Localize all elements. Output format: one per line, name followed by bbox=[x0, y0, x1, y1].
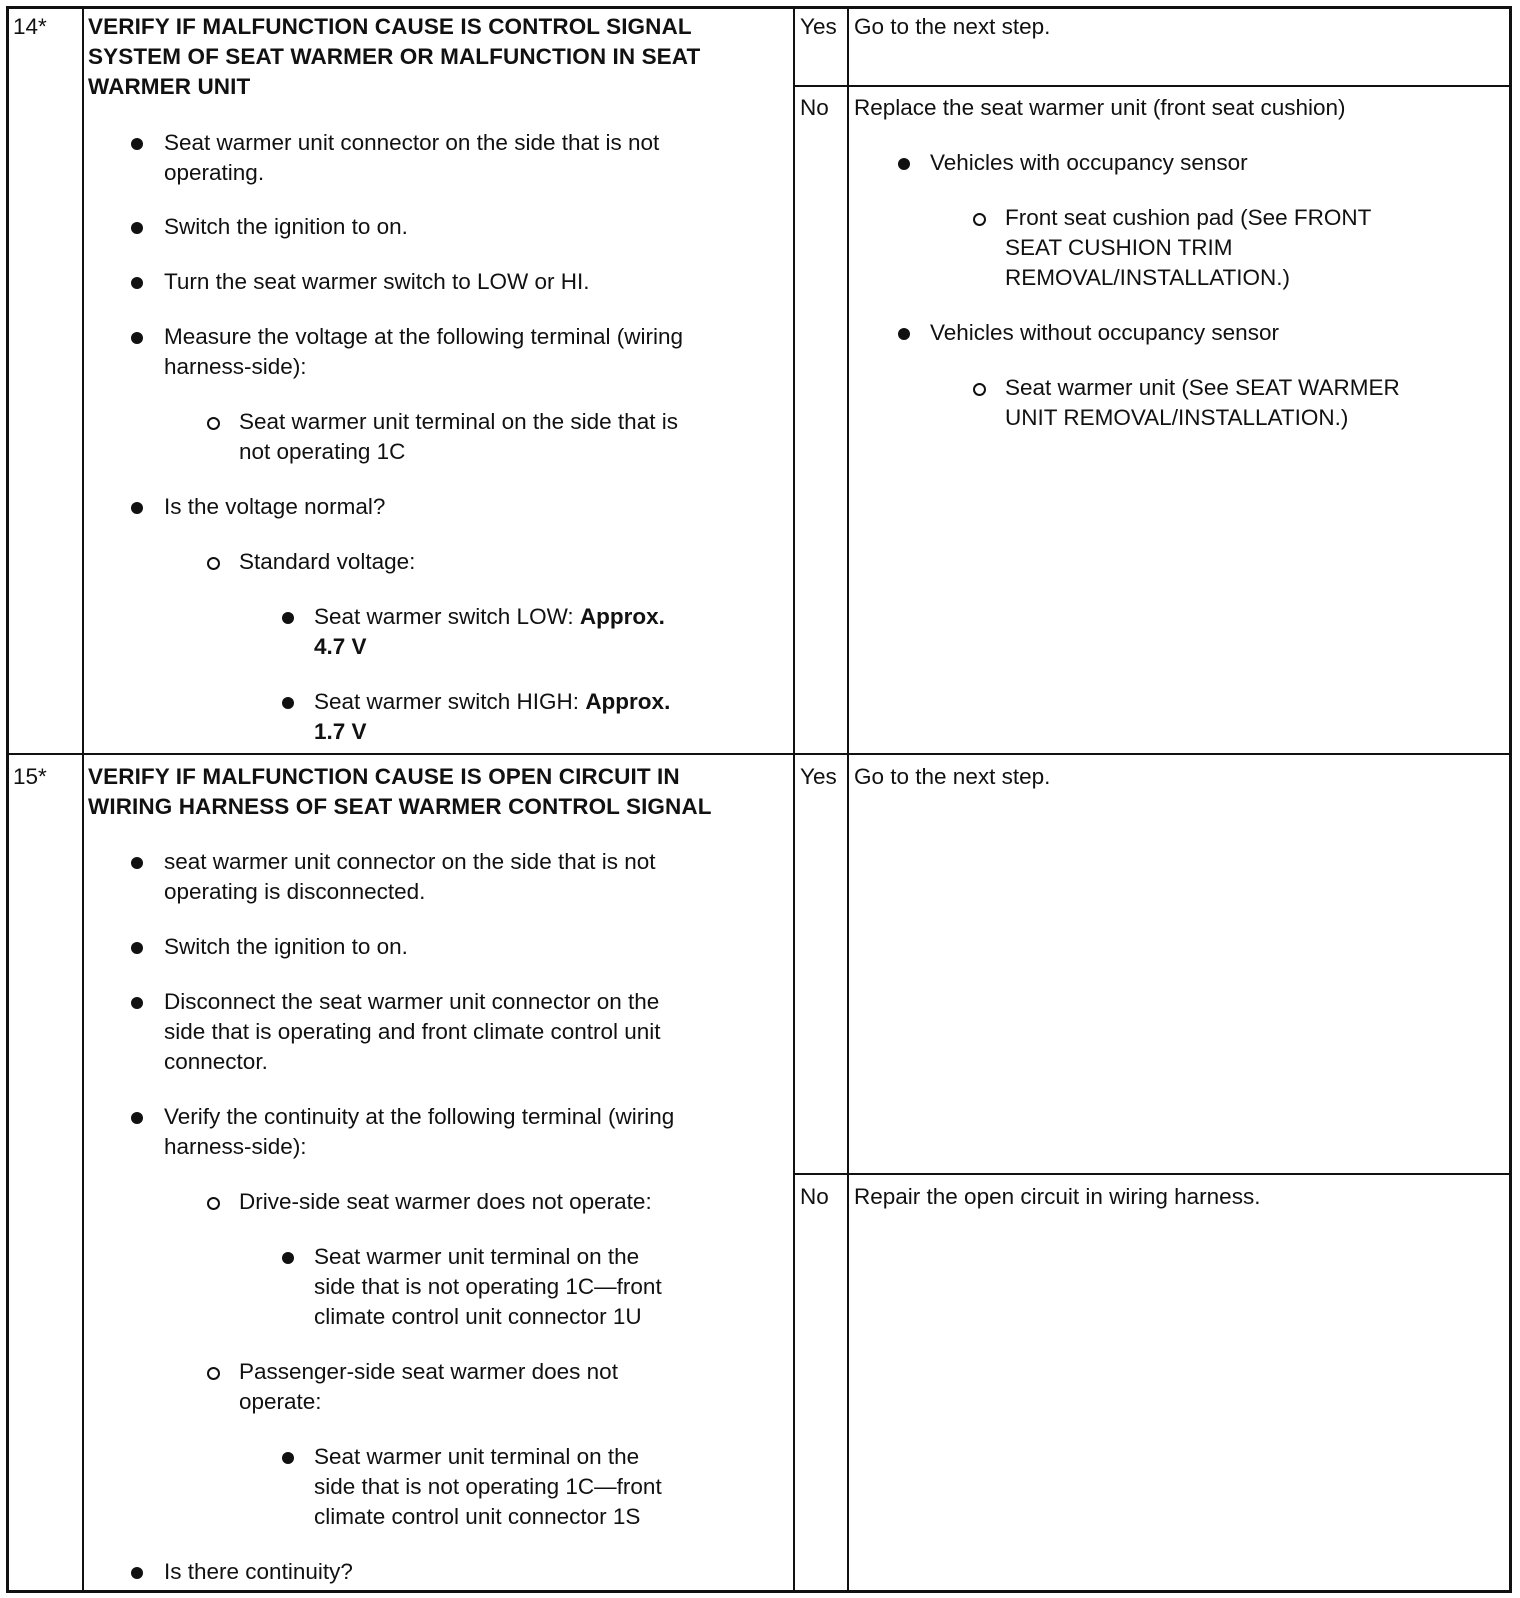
divider-yes-no-14 bbox=[793, 85, 1510, 87]
result-yes-label: Yes bbox=[800, 764, 837, 789]
instruction-text: Standard voltage: bbox=[239, 549, 416, 574]
instruction-text: side that is operating and front climate control unit bbox=[164, 1019, 661, 1044]
action-text: Replace the seat warmer unit (front seat cushion) bbox=[854, 95, 1346, 120]
bullet-icon bbox=[282, 612, 294, 624]
bullet-icon bbox=[282, 1452, 294, 1464]
row-divider bbox=[8, 753, 1510, 755]
action-text: Seat warmer unit (See SEAT WARMER bbox=[1005, 375, 1400, 400]
instruction-text: Is the voltage normal? bbox=[164, 494, 386, 519]
sub-bullet-icon bbox=[973, 383, 986, 396]
bullet-icon bbox=[131, 857, 143, 869]
column-divider-result bbox=[793, 8, 795, 1592]
spec-value: 1.7 V bbox=[314, 719, 367, 744]
action-text: SEAT CUSHION TRIM bbox=[1005, 235, 1233, 260]
action-text: Vehicles without occupancy sensor bbox=[930, 320, 1279, 345]
bullet-icon bbox=[131, 222, 143, 234]
bullet-icon bbox=[282, 1252, 294, 1264]
step-title-line: WARMER UNIT bbox=[88, 74, 251, 99]
spec-label: Seat warmer switch LOW: bbox=[314, 604, 580, 629]
instruction-text: Seat warmer unit terminal on the bbox=[314, 1244, 640, 1269]
sub-bullet-icon bbox=[207, 557, 220, 570]
result-yes-label: Yes bbox=[800, 14, 837, 39]
spec-value: 4.7 V bbox=[314, 634, 367, 659]
instruction-text: seat warmer unit connector on the side that is not bbox=[164, 849, 656, 874]
instruction-text: Is there continuity? bbox=[164, 1559, 353, 1584]
instruction-text: Verify the continuity at the following terminal (wiring bbox=[164, 1104, 675, 1129]
sub-bullet-icon bbox=[207, 1197, 220, 1210]
action-text: Front seat cushion pad (See FRONT bbox=[1005, 205, 1372, 230]
instruction-text: Drive-side seat warmer does not operate: bbox=[239, 1189, 652, 1214]
spec-line bbox=[314, 602, 665, 632]
instruction-text: Switch the ignition to on. bbox=[164, 214, 408, 239]
column-divider-action bbox=[847, 8, 849, 1592]
instruction-text: Seat warmer unit terminal on the bbox=[314, 1444, 640, 1469]
bullet-icon bbox=[131, 138, 143, 150]
instruction-text: not operating 1C bbox=[239, 439, 406, 464]
instruction-text: operate: bbox=[239, 1389, 322, 1414]
instruction-text: Disconnect the seat warmer unit connector on the bbox=[164, 989, 660, 1014]
instruction-text: harness-side): bbox=[164, 1134, 307, 1159]
step-title-line: VERIFY IF MALFUNCTION CAUSE IS OPEN CIRCUIT IN bbox=[88, 764, 680, 789]
bullet-icon bbox=[131, 332, 143, 344]
action-text: Go to the next step. bbox=[854, 764, 1051, 789]
instruction-text: Seat warmer unit connector on the side that is not bbox=[164, 130, 660, 155]
instruction-text: side that is not operating 1C—front bbox=[314, 1474, 662, 1499]
instruction-text: Seat warmer unit terminal on the side that is bbox=[239, 409, 678, 434]
sub-bullet-icon bbox=[973, 213, 986, 226]
instruction-text: Passenger-side seat warmer does not bbox=[239, 1359, 618, 1384]
step-title-line: VERIFY IF MALFUNCTION CAUSE IS CONTROL SIGNAL bbox=[88, 14, 692, 39]
bullet-icon bbox=[131, 997, 143, 1009]
instruction-text: connector. bbox=[164, 1049, 268, 1074]
step-title-line: SYSTEM OF SEAT WARMER OR MALFUNCTION IN SEAT bbox=[88, 44, 701, 69]
spec-value: Approx. bbox=[579, 604, 665, 629]
action-text: REMOVAL/INSTALLATION.) bbox=[1005, 265, 1291, 290]
action-text: UNIT REMOVAL/INSTALLATION.) bbox=[1005, 405, 1349, 430]
spec-value: Approx. bbox=[585, 689, 671, 714]
instruction-text: climate control unit connector 1U bbox=[314, 1304, 642, 1329]
sub-bullet-icon bbox=[207, 417, 220, 430]
action-text: Vehicles with occupancy sensor bbox=[930, 150, 1248, 175]
bullet-icon bbox=[898, 158, 910, 170]
instruction-text: Switch the ignition to on. bbox=[164, 934, 408, 959]
instruction-text: operating. bbox=[164, 160, 265, 185]
instruction-text: Measure the voltage at the following terminal (wiring bbox=[164, 324, 684, 349]
sub-bullet-icon bbox=[207, 1367, 220, 1380]
bullet-icon bbox=[131, 502, 143, 514]
bullet-icon bbox=[131, 1567, 143, 1579]
bullet-icon bbox=[131, 942, 143, 954]
instruction-text: side that is not operating 1C—front bbox=[314, 1274, 662, 1299]
divider-yes-no-15 bbox=[793, 1173, 1510, 1175]
bullet-icon bbox=[131, 277, 143, 289]
instruction-text: operating is disconnected. bbox=[164, 879, 426, 904]
step-number: 14* bbox=[13, 14, 47, 39]
step-title-line: WIRING HARNESS OF SEAT WARMER CONTROL SIGNAL bbox=[88, 794, 712, 819]
action-text: Go to the next step. bbox=[854, 14, 1051, 39]
result-no-label: No bbox=[800, 95, 829, 120]
instruction-text: climate control unit connector 1S bbox=[314, 1504, 641, 1529]
instruction-text: harness-side): bbox=[164, 354, 307, 379]
bullet-icon bbox=[282, 697, 294, 709]
result-no-label: No bbox=[800, 1184, 829, 1209]
instruction-text: Turn the seat warmer switch to LOW or HI. bbox=[164, 269, 590, 294]
column-divider-step bbox=[82, 8, 84, 1592]
action-text: Repair the open circuit in wiring harness. bbox=[854, 1184, 1261, 1209]
spec-label: Seat warmer switch HIGH: bbox=[314, 689, 586, 714]
spec-line bbox=[314, 687, 670, 717]
bullet-icon bbox=[898, 328, 910, 340]
bullet-icon bbox=[131, 1112, 143, 1124]
step-number: 15* bbox=[13, 764, 47, 789]
